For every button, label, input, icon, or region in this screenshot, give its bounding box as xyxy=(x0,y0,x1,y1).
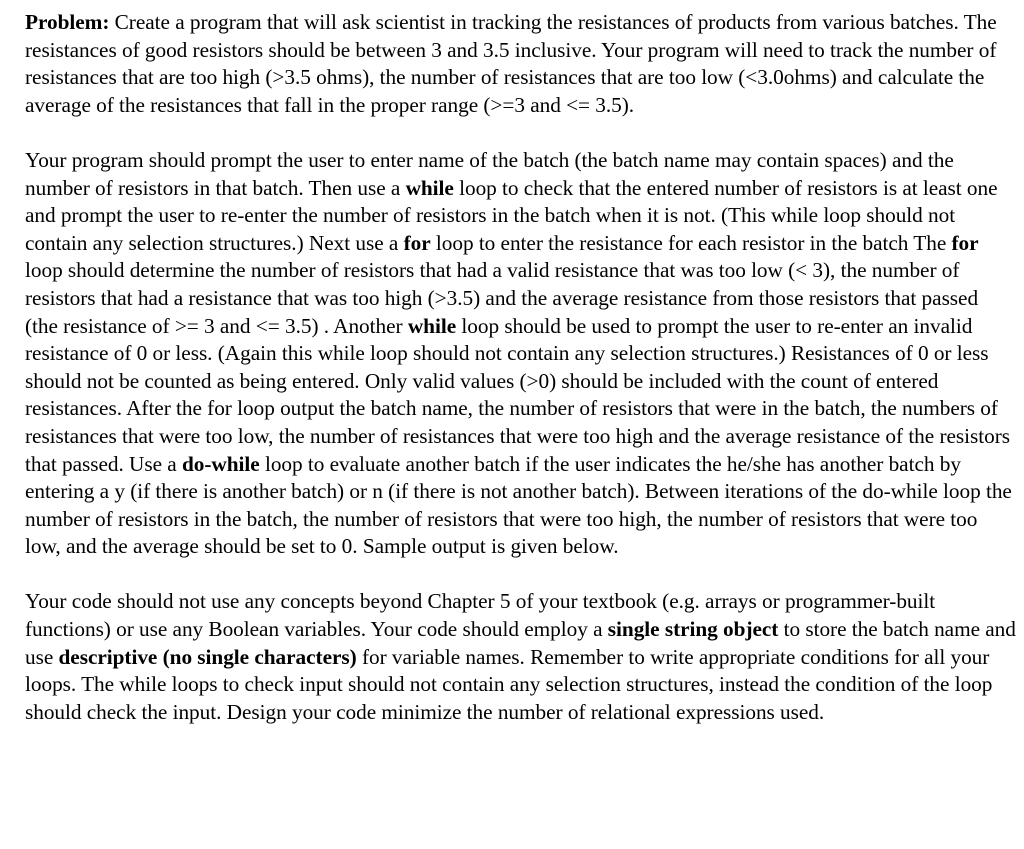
keyword-single-string-object: single string object xyxy=(607,617,779,642)
problem-text: Create a program that will ask scientist in tracking the resistances of products from various batches. The resistances of good resistors should be between 3 and 3.5 inclusive. Your program will need to track the number of resistances that are too high (>3.5 ohms), the number of resistances that are too low (<3.0ohms) and calculate the average of the resistances that fall in the proper range (>=3 and <= 3.5). xyxy=(25,10,997,117)
text-run: loop should determine the number of resistors that had a valid resistance that was too low (< 3), the number of resistors that had a resistance that was too high (>3.5) and the average resistance from those resistors that passed (the resistance of >= 3 and <= 3.5) . Another xyxy=(25,258,979,338)
keyword-for: for xyxy=(951,230,979,255)
text-run: loop to enter the resistance for each resistor in the batch The xyxy=(430,230,952,255)
text-run: for variable names. Remember to write appropriate conditions for all your loops. The while loops to check input should not contain any selection structures, instead the condition of the loop should check the input. Design your code minimize the number of relational expressions used. xyxy=(25,644,993,724)
keyword-descriptive: descriptive (no single characters) xyxy=(58,644,357,669)
text-run: Your code should not use any concepts beyond Chapter 5 of your textbook (e.g. arrays or programmer-built functions) or use any Boolean variables. Your code should employ a xyxy=(25,589,936,642)
keyword-while: while xyxy=(405,175,454,200)
text-run: Your program should prompt the user to enter name of the batch (the batch name may contain spaces) and the number of resistors in that batch. Then use a xyxy=(25,147,954,200)
paragraph-problem xyxy=(25,9,1016,119)
text-run: loop to check that the entered number of resistors is at least one and prompt the user to re-enter the number of resistors in the batch when it is not. (This while loop should not contain any selection structures.) Next use a xyxy=(25,175,998,255)
keyword-do-while: do-while xyxy=(181,451,260,476)
text-run: loop to evaluate another batch if the user indicates the he/she has another batch by entering a y (if there is another batch) or n (if there is not another batch). Between iterations of the do-while loop the number of resistors in the batch, the number of resistors that were too high, the number of resistors that were too low, and the average should be set to 0. Sample output is given below. xyxy=(25,451,1012,559)
keyword-for: for xyxy=(403,230,431,255)
text-run: to store the batch name and use xyxy=(25,617,1016,669)
problem-label: Problem: xyxy=(25,10,110,34)
keyword-while: while xyxy=(407,313,457,338)
text-run: loop should be used to prompt the user to re-enter an invalid resistance of 0 or less. (Again this while loop should not contain any selection structures.) Resistances of 0 or less should not be counted as being entered. Only valid values (>0) should be included with the count of entered resistances. After the for loop output the batch name, the number of resistors that were in the batch, the numbers of resistances that were too low, the number of resistances that were too high and the average resistance of the resistors that passed. Use a xyxy=(25,313,1010,476)
paragraph-instructions xyxy=(25,147,1016,561)
paragraph-constraints xyxy=(25,588,1016,726)
